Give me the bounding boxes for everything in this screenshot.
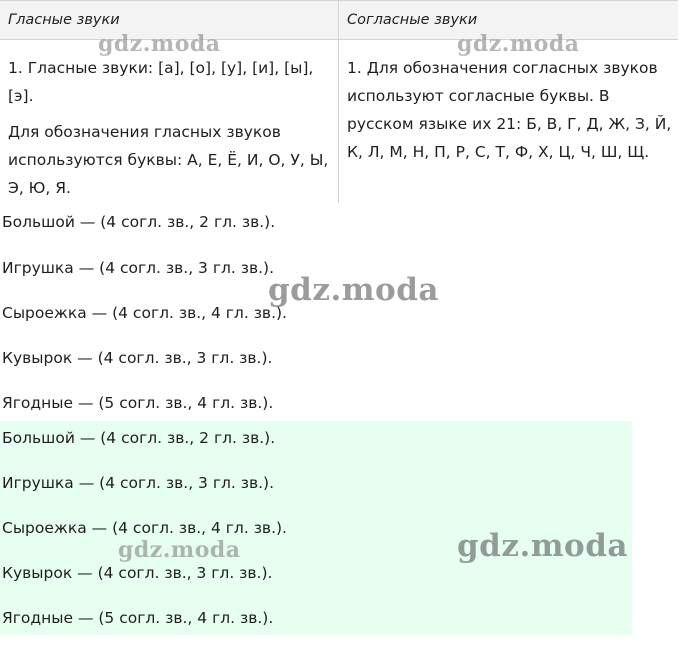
answer-line: Сыроежка — (4 согл. зв., 4 гл. зв.). [2, 304, 287, 322]
highlighted-answer-line: Сыроежка — (4 согл. зв., 4 гл. зв.). [2, 519, 287, 537]
highlighted-answer-line: Ягодные — (5 согл. зв., 4 гл. зв.). [2, 609, 274, 627]
table-body-row [0, 40, 678, 203]
answer-line: Игрушка — (4 согл. зв., 3 гл. зв.). [2, 259, 275, 277]
consonants-cell [339, 40, 678, 203]
vowels-sounds-text: 1. Гласные звуки: [а], [о], [у], [и], [ы], [э]. [8, 59, 314, 105]
header-consonants: Согласные звуки [347, 12, 478, 28]
highlighted-answer-line: Игрушка — (4 согл. зв., 3 гл. зв.). [2, 474, 275, 492]
watermark-logo: gdz.moda [457, 31, 580, 57]
watermark-logo: gdz.moda [118, 537, 241, 563]
highlighted-answer-line: Большой — (4 согл. зв., 2 гл. зв.). [2, 429, 276, 447]
watermark-logo: gdz.moda [457, 528, 628, 564]
vowels-letters-text: Для обозначения гласных звуков используются буквы: А, Е, Ё, И, О, У, Ы, Э, Ю, Я. [8, 123, 329, 197]
consonants-letters-text: 1. Для обозначения согласных звуков используют согласные буквы. В русском языке их 21: Б, В, Г, Д, Ж, З, Й, К, Л, М, Н, П, Р, С, Т, Ф, Х, Ц, Ч, Ш, Щ. [347, 59, 672, 161]
watermark-logo: gdz.moda [98, 31, 221, 57]
highlighted-answer-line: Кувырок — (4 согл. зв., 3 гл. зв.). [2, 564, 273, 582]
answer-line: Кувырок — (4 согл. зв., 3 гл. зв.). [2, 349, 273, 367]
vowels-cell [0, 40, 339, 203]
answer-line: Большой — (4 согл. зв., 2 гл. зв.). [2, 213, 276, 231]
watermark-logo: gdz.moda [268, 272, 439, 308]
answer-line: Ягодные — (5 согл. зв., 4 гл. зв.). [2, 394, 274, 412]
header-vowels: Гласные звуки [0, 1, 339, 39]
